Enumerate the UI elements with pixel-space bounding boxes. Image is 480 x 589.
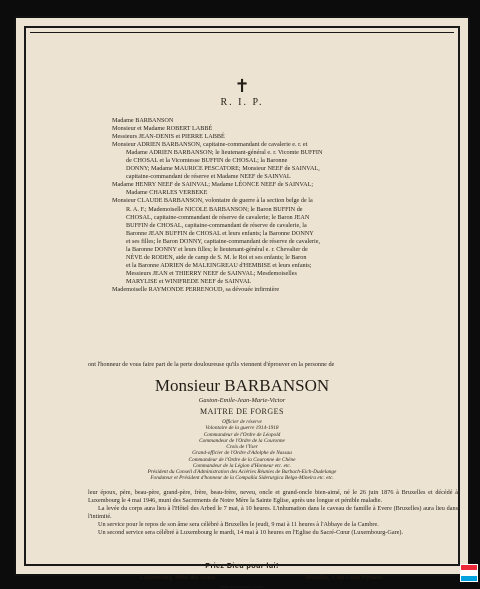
distinction-line: Commandeur de l'Ordre de la Couronne de Chêne: [188, 456, 296, 463]
body-paragraph: La levée du corps aura lieu à l'Hôtel des Arbed le 7 mai, à 10 heures. L'inhumation dans le caveau de famille à Evere (Bruxelles) aura lieu dans l'intimité.: [88, 505, 458, 520]
family-entry: Monsieur et Madame ROBERT LABBÉ: [112, 125, 213, 133]
family-entry-continuation: la Baronne DONNY et leurs filles; le lieutenant-général e. r. Chevalier de: [126, 245, 308, 253]
prayer-line: Priez Dieu pour lui!: [205, 561, 279, 570]
distinctions-list: [30, 419, 454, 482]
deceased-prefix: Monsieur: [154, 376, 225, 395]
body-paragraph: Un second service sera célébré à Luxembourg le mardi, 14 mai à 10 heures en l'Eglise du Sacré-Cœur (Luxembourg-Gare).: [98, 529, 403, 536]
footer-address-left: Luxembourg, Hôtel des Arbed.: [140, 574, 217, 581]
family-entry: Madame BARBANSON: [112, 117, 174, 124]
family-entry: Monsieur CLAUDE BARBANSON, volontaire de guerre à la section belge de la: [112, 197, 313, 205]
printer-mark: IMPR. BUFFIMRA. LUXBG: [219, 585, 265, 589]
distinction-line: Commandeur de la Légion d'Honneur etc. etc.: [192, 462, 292, 469]
distinction-line: Président du Conseil d'Administration des Aciéries Réunies de Burbach-Eich-Dudelange: [147, 469, 337, 475]
distinction-line: Commandeur de l'Ordre de la Couronne: [199, 437, 285, 444]
body-paragraph: leur époux, père, beau-père, grand-père, frère, beau-frère, neveu, oncle et grand-oncle bien-aimé, né le 26 juin 1876 à Bruxelles et décédé à Luxembourg le 4 mai 1946, muni des Sacrements de Notre Mère la Sainte Eglise, après une longue et pénible maladie.: [88, 489, 458, 504]
deceased-name: [30, 377, 454, 395]
family-list: [112, 117, 442, 294]
family-entry-continuation: MARYLISE et WINIFREDE NEEF de SAINVAL: [126, 277, 252, 285]
distinction-line: Croix de l'Yser: [226, 444, 258, 450]
distinction-line: Fondateur et Président d'honneur de la Compañia Siderurgica Belgo-Mineira etc. etc.: [150, 475, 334, 482]
family-entry-continuation: Messieurs JEAN et THIERRY NEEF de SAINVAL; Mesdemoiselles: [126, 269, 297, 277]
family-entry: Mademoiselle RAYMONDE PERRENOUD, sa dévouée infirmière: [112, 285, 280, 293]
family-entry: Madame HENRY NEEF de SAINVAL; Madame LÉONCE NEEF de SAINVAL;: [112, 181, 314, 189]
family-entry-continuation: R. A. F.; Mademoiselle NICOLE BARBANSON; le Baron BUFFIN de: [126, 205, 303, 213]
family-entry-continuation: Madame CHARLES VERBEKE: [126, 189, 208, 197]
distinction-line: Volontaire de la guerre 1914-1918: [205, 425, 279, 432]
obituary-content: [30, 32, 458, 589]
deceased-title: MAITRE DE FORGES: [199, 407, 284, 416]
distinction-line: Officier de réserve: [222, 419, 262, 425]
luxembourg-flag-icon: [460, 564, 478, 582]
announcement-intro: ont l'honneur de vous faire part de la perte douloureuse qu'ils viennent d'éprouver en la personne de: [88, 361, 335, 368]
body-paragraph: Un service pour le repos de son âme sera célébré à Bruxelles le jeudi, 9 mai à 11 heures à l'Abbaye de la Cambre.: [98, 521, 379, 528]
family-entry-continuation: Baronne JEAN BUFFIN de CHOSAL et leurs enfants; la Baronne DONNY: [126, 229, 314, 237]
obituary-card: [14, 16, 470, 589]
family-entry-continuation: CHOSAL, capitaine-commandant de réserve de cavalerie; le Baron JEAN: [126, 213, 310, 221]
deceased-given-names: Gaston-Emile-Jean-Marie-Victor: [198, 397, 286, 404]
flag-stripe-blue: [461, 576, 477, 581]
family-entry-continuation: Madame ADRIEN BARBANSON; le lieutenant-général e. r. Vicomte BUFFIN: [126, 149, 323, 157]
cross-icon: ✝: [234, 76, 250, 96]
deceased-surname: BARBANSON: [224, 376, 330, 395]
family-entry-continuation: et la Baronne ADRIEN de MALEINGREAU d'HEMBISE et leurs enfants;: [126, 261, 312, 269]
family-entry-continuation: et ses filles; le Baron DONNY, capitaine-commandant de réserve de cavalerie,: [126, 237, 321, 245]
family-entry-continuation: de CHOSAL et la Vicomtesse BUFFIN de CHOSAL; la Baronne: [126, 157, 288, 165]
family-entry: Messieurs JEAN-DENIS et PIERRE LABBÉ: [112, 133, 225, 141]
announcement-body: [88, 489, 458, 537]
family-entry: Monsieur ADRIEN BARBANSON, capitaine-commandant de cavalerie e. r. et: [112, 141, 308, 149]
family-entry-continuation: BUFFIN de CHOSAL, capitaine-commandant de réserve de cavalerie, la: [126, 221, 307, 229]
footer-address-right: Bruxelles, 6 rue Louis Hymans.: [305, 574, 384, 581]
rip-heading: R. I. P.: [220, 97, 264, 108]
distinction-line: Grand-officier de l'Ordre d'Adolphe de Nassau: [192, 450, 292, 457]
family-entry-continuation: DONNY; Madame MAURICE PESCATORE; Monsieur NEEF de SAINVAL,: [126, 165, 320, 173]
distinction-line: Commandeur de l'Ordre de Léopold: [203, 431, 281, 438]
family-entry-continuation: NÈVE de RODEN, aide de camp de S. M. le Roi et ses enfants; le Baron: [126, 253, 307, 261]
family-entry-continuation: capitaine-commandant de réserve et Madame NEEF de SAINVAL: [126, 173, 291, 181]
